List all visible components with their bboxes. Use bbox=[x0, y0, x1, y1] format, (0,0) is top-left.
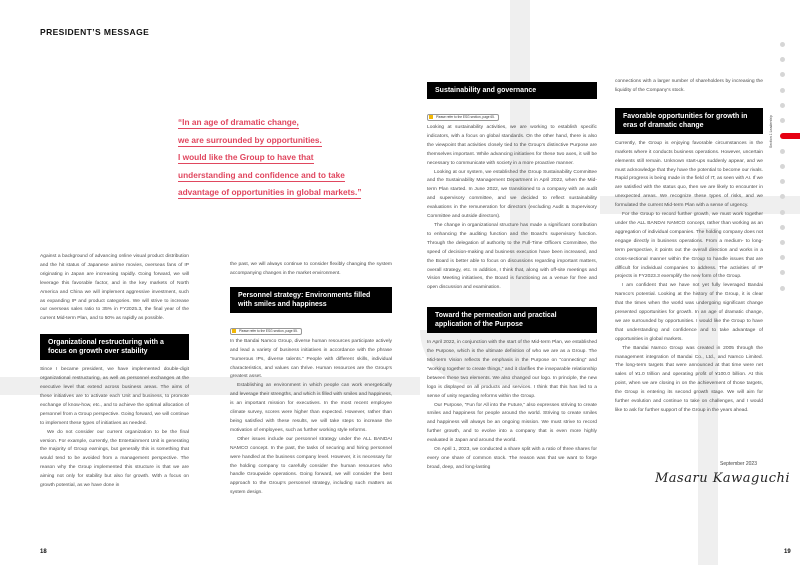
quote-line: “In an age of dramatic change, bbox=[178, 117, 299, 127]
section-heading: Personnel strategy: Environments filled with smiles and happiness bbox=[230, 287, 392, 313]
section-nav-dot[interactable] bbox=[780, 225, 785, 230]
paragraph: Currently, the Group is enjoying favorable circumstances in the markets where it conducts business operations. However, uncertain elements still remain. Unknown start-ups suddenly appear, and we must acknowledge that they have the potential to become our rivals. Rapid progress is being made in the field of IT, as seen with AI. If we are satisfied with the status quo, then we are likely to encounter in unexpected areas. We recognize these types of risks, and we formulated the current Mid-term Plan with a sense of urgency. bbox=[615, 140, 763, 209]
section-nav-dot[interactable] bbox=[780, 286, 785, 291]
section-nav-dot[interactable] bbox=[780, 103, 785, 108]
section-nav-active-tab[interactable] bbox=[780, 133, 800, 139]
quote-line: we are surrounded by opportunities. bbox=[178, 134, 322, 145]
page-reference-icon bbox=[232, 329, 236, 333]
reference-badge[interactable] bbox=[427, 114, 499, 121]
section-nav-dot[interactable] bbox=[780, 194, 785, 199]
paragraph: Against a background of advancing online visual product distribution and the hit status of Japanese anime movies, overseas fans of IP originating in Japan are increasing rapidly. Going forward, we will leverage this favorable factor, and in the key markets of North America and China we will implement aggressive investment, such as expanding IP and product categories. We will strive to increase our overseas sales ratio to 35% in FY2025.3, the final year of the current Mid-term Plan, and to 50% as rapidly as possible. bbox=[40, 254, 189, 322]
paragraph: Since I became president, we have implemented double-digit organizational restructuring, as well as personnel exchanges at the executive level that extend across business areas. The aims of these initiatives are to activate each Unit and business, to promote exchange of know-how, etc., and to achieve the optimal allocation of personnel from a Group perspective. Going forward, we will continue to implement these types of initiatives as needed. bbox=[40, 367, 189, 426]
paragraph: Our Purpose, “Fun for All into the Future,” also expresses striving to create smiles and happiness for people around the world. Striving to create smiles and happiness will always be an ongoing mission. We must strive to record further growth, and to evolve into a company that is even more highly evaluated in Japan and around the world. bbox=[427, 402, 597, 444]
section-label: Section 1 Leadership bbox=[769, 115, 773, 148]
paragraph: Looking at sustainability activities, we are working to establish specific indicators, with a focus on global standards. On the other hand, there is also the viewpoint that activities closely tied to the Group’s distinctive Purpose are themselves important. While advancing initiatives for these two axes, it will be necessary to communicate with society in a more proactive manner. bbox=[427, 125, 597, 166]
section-nav-dot[interactable] bbox=[780, 179, 785, 184]
section-nav-dot[interactable] bbox=[780, 210, 785, 215]
section-heading: Favorable opportunities for growth in eras of dramatic change bbox=[615, 108, 763, 134]
section-nav-dot[interactable] bbox=[780, 88, 785, 93]
page-title: PRESIDENT’S MESSAGE bbox=[40, 27, 150, 37]
paragraph: On April 1, 2023, we conducted a share split with a ratio of three shares for every one share of common stock. The reason was that we want to forge broad, deep, and long-lasting bbox=[427, 447, 597, 470]
paragraph: the past, we will always continue to consider flexibly changing the system accompanying changes in the market environment. bbox=[230, 262, 392, 276]
letter-date: September 2023 bbox=[720, 461, 757, 467]
paragraph: The change in organizational structure has made a significant contribution to enhancing the auditing function and the Board’s supervisory function. Through the delegation of authority to the Full-Time Officers Committee, the speed of decision-making and business execution have been increased, and the Board is better able to focus on discussions regarding important matters, overall strategy, etc. In addition, I think that, along with off-site meetings and Vision Meeting initiatives, the Board is functioning as a venue for free and open discussion and examination. bbox=[427, 222, 597, 291]
section-nav-dot[interactable] bbox=[780, 240, 785, 245]
paragraph: In the Bandai Namco Group, diverse human resources participate actively and lead a variety of business initiatives in accordance with the phrase “numerous IPs, diverse talents.” People with different skills, individual characteristics, and values can thrive. Human resources are the Group’s greatest asset. bbox=[230, 338, 392, 380]
column-2 bbox=[230, 261, 392, 498]
paragraph: connections with a larger number of shareholders by increasing the liquidity of the Company’s stock. bbox=[615, 79, 763, 93]
paragraph: Looking at our system, we established the Group Sustainability Committee and the Sustainability Management Department in April 2022, when the Mid-term Plan started. In June 2022, we transitioned to a company with an audit and supervisory committee, and we decided to reflect sustainability evaluations in the remuneration for directors (excluding Audit & Supervisory Committee and outside directors). bbox=[427, 169, 597, 220]
quote-line: I would like the Group to have that bbox=[178, 152, 314, 163]
reference-badge[interactable] bbox=[230, 328, 302, 335]
section-nav-dot[interactable] bbox=[780, 42, 785, 47]
paragraph: For the Group to record further growth, we must work together under the ALL BANDAI NAMCO concept, rather than working as an aggregation of individual companies. The holding company does not engage directly in business operations. From a medium- to long-term perspective, it points out the overall direction and works in a cross-sectional manner within the Group to handle issues that are difficult for individual companies to address. The activities of IP projects in FY2023.3 exemplify the new form of the Group. bbox=[615, 212, 763, 280]
page-number-right: 19 bbox=[784, 549, 791, 555]
section-heading: Sustainability and governance bbox=[427, 82, 597, 99]
paragraph: Other issues include our personnel strategy under the ALL BANDAI NAMCO concept. In the past, the tasks of securing and hiring personnel were handled at the business company level. However, it is necessary for the holding company to carefully consider the human resources who handle Groupwide operations. Going forward, we will consider the best approach to the Group’s personnel strategy, including such matters as system design. bbox=[230, 436, 392, 496]
column-3 bbox=[427, 74, 597, 473]
section-nav-dot[interactable] bbox=[780, 72, 785, 77]
section-nav-dot[interactable] bbox=[780, 270, 785, 275]
reference-text: Please refer to the ESG section, page 55. bbox=[239, 328, 298, 333]
column-4 bbox=[615, 78, 763, 416]
section-nav-dot[interactable] bbox=[780, 255, 785, 260]
column-1 bbox=[40, 253, 189, 491]
section-nav-dot[interactable] bbox=[780, 164, 785, 169]
page-number-left: 18 bbox=[40, 549, 47, 555]
pull-quote bbox=[178, 114, 361, 202]
section-nav-dot[interactable] bbox=[780, 57, 785, 62]
section-nav-dot[interactable] bbox=[780, 118, 785, 123]
signature: Masaru Kawaguchi bbox=[655, 471, 791, 486]
paragraph: In April 2022, in conjunction with the start of the Mid-term Plan, we established the Purpose, which is the ultimate definition of who we are as a Group. The Mid-term Vision reflects the emphasis in the Purpose on “connecting” and “working together to create things,” and it clarifies the inseparable relationship between these two elements. We also changed our logo. In principle, the new logo is displayed on all products and services. I think that this has led to a sense of unity regarding reforms within the Group. bbox=[427, 340, 597, 399]
section-heading: Organizational restructuring with a focus on growth over stability bbox=[40, 334, 189, 360]
paragraph: I am confident that we have not yet fully leveraged Bandai Namco’s potential. Looking at the history of the Group, it is clear that the times when the world was undergoing significant change presented opportunities for growth. In an age of dramatic change, we are surrounded by opportunities. I would like the Group to have that understanding and confidence and to take advantage of opportunities in global markets. bbox=[615, 283, 763, 342]
paragraph: We do not consider our current organization to be the final version. For example, currently, the Entertainment Unit is generating the majority of Group earnings, but generally this is something that would tend to be avoided from a management perspective. The reason why the Group implemented this structure is that we are aiming not only for stability but also for growth. With a focus on growth potential, as we have done in bbox=[40, 429, 189, 489]
quote-line: advantage of opportunities in global markets.” bbox=[178, 187, 362, 198]
quote-line: understanding and confidence and to take bbox=[178, 169, 345, 180]
section-nav-dot[interactable] bbox=[780, 149, 785, 154]
paragraph: Establishing an environment in which people can work energetically and leverage their strengths, and which is filled with smiles and happiness, is an important mission for executives. In the most recent employee climate survey, scores were higher than expected. However, rather than being satisfied with these results, we will take steps to increase the motivation of employees, such as further working style reforms. bbox=[230, 383, 392, 433]
reference-text: Please refer to the ESG section, page 65. bbox=[436, 115, 495, 119]
paragraph: The Bandai Namco Group was created in 2005 through the management integration of Bandai Co., Ltd., and Namco Limited. The long-term targets that were announced at that time were net sales of ¥1.0 trillion and operating profit of ¥100.0 billion. At this point, when we are closing in on the achievement of those targets, the Group is entering its second growth stage. We will aim for further evolution and continue to take on challenges, and I would like to ask for further support of the Group in the years ahead. bbox=[615, 345, 763, 413]
section-heading: Toward the permeation and practical application of the Purpose bbox=[427, 307, 597, 333]
page-reference-icon bbox=[429, 115, 433, 119]
